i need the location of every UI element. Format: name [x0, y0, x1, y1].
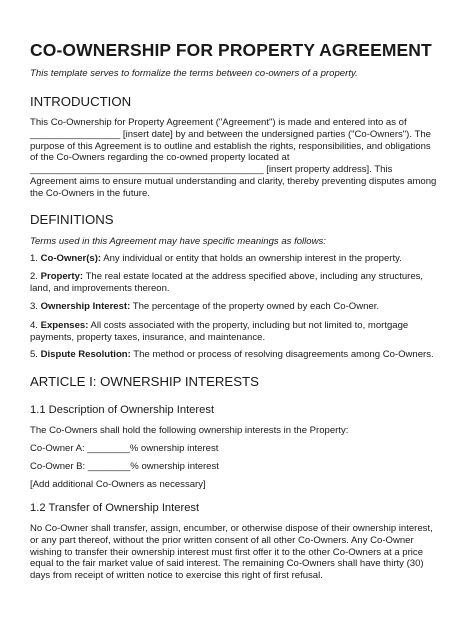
co-owner-a-interest: Co-Owner A: ________% ownership interest [30, 443, 219, 454]
definition-number: 2. [30, 271, 38, 282]
article-1-heading: ARTICLE I: OWNERSHIP INTERESTS [30, 374, 259, 389]
introduction-line: purpose of this Agreement is to outline and establish the rights, responsibilities, and obligations [30, 140, 431, 152]
definition-text: The real estate located at the address specified above, including any structures, [85, 271, 424, 282]
definition-term: Ownership Interest: [40, 301, 131, 312]
section-1-2-heading: 1.2 Transfer of Ownership Interest [30, 502, 200, 514]
introduction-line: ____________________________________________ [insert property address]. This [30, 164, 393, 176]
add-co-owners-note: [Add additional Co-Owners as necessary] [30, 479, 206, 490]
section-1-2-line: equal to the fair market value of said interest. The remaining Co-Owners shall have thirty (30) [30, 558, 424, 570]
definition-number: 4. [30, 320, 38, 331]
definitions-intro: Terms used in this Agreement may have specific meanings as follows: [30, 236, 326, 247]
definition-text: Any individual or entity that holds an ownership interest in the property. [103, 253, 402, 264]
section-1-2-paragraph [30, 523, 444, 582]
definition-number: 5. [30, 349, 38, 360]
section-1-1-heading: 1.1 Description of Ownership Interest [30, 404, 215, 416]
section-1-2-line: No Co-Owner shall transfer, assign, encumber, or otherwise dispose of their ownership interest, [30, 523, 433, 534]
definition-text: payments, property taxes, insurance, and maintenance. [30, 331, 266, 343]
definition-item-expenses [30, 320, 444, 344]
definition-item-dispute-resolution [30, 349, 444, 361]
introduction-line: the Co-Owners in the future. [30, 187, 150, 199]
introduction-paragraph [30, 117, 444, 200]
section-1-2-line: or any part thereof, without the prior written consent of all other Co-Owners. Any Co-Owner [30, 534, 414, 546]
definition-term: Property: [40, 271, 84, 282]
definition-item-ownership-interest [30, 301, 444, 313]
introduction-heading: INTRODUCTION [30, 94, 132, 109]
definition-item-property [30, 271, 444, 295]
introduction-line: This Co-Ownership for Property Agreement ("Agreement") is made and entered into as of [30, 117, 407, 128]
definition-number: 3. [30, 301, 38, 312]
section-1-2-line: days from receipt of written notice to exercise this right of first refusal. [30, 570, 323, 582]
definition-text: All costs associated with the property, including but not limited to, mortgage [90, 320, 409, 331]
definitions-heading: DEFINITIONS [30, 212, 114, 227]
document-title: CO-OWNERSHIP FOR PROPERTY AGREEMENT [30, 40, 432, 60]
introduction-line: _________________ [insert date] by and between the undersigned parties ("Co-Owners"). The [30, 128, 431, 140]
definition-text: The percentage of the property owned by each Co-Owner. [132, 301, 380, 312]
definition-term: Expenses: [40, 320, 89, 331]
definition-text: land, and improvements thereon. [30, 282, 170, 294]
section-1-1-intro: The Co-Owners shall hold the following ownership interests in the Property: [30, 425, 349, 436]
definition-item-co-owner [30, 253, 444, 265]
definition-term: Dispute Resolution: [40, 349, 131, 360]
definition-term: Co-Owner(s): [40, 253, 102, 264]
definition-text: The method or process of resolving disagreements among Co-Owners. [133, 349, 434, 360]
co-owner-b-interest: Co-Owner B: ________% ownership interest [30, 461, 219, 472]
document-subtitle: This template serves to formalize the terms between co-owners of a property. [30, 68, 358, 79]
section-1-2-line: wishing to transfer their ownership interest must first offer it to the other Co-Owners at a price [30, 546, 424, 558]
definition-number: 1. [30, 253, 38, 264]
introduction-line: Agreement aims to ensure mutual understanding and clarity, thereby preventing disputes among [30, 175, 437, 187]
introduction-line: of the Co-Owners regarding the co-owned property located at [30, 152, 290, 164]
